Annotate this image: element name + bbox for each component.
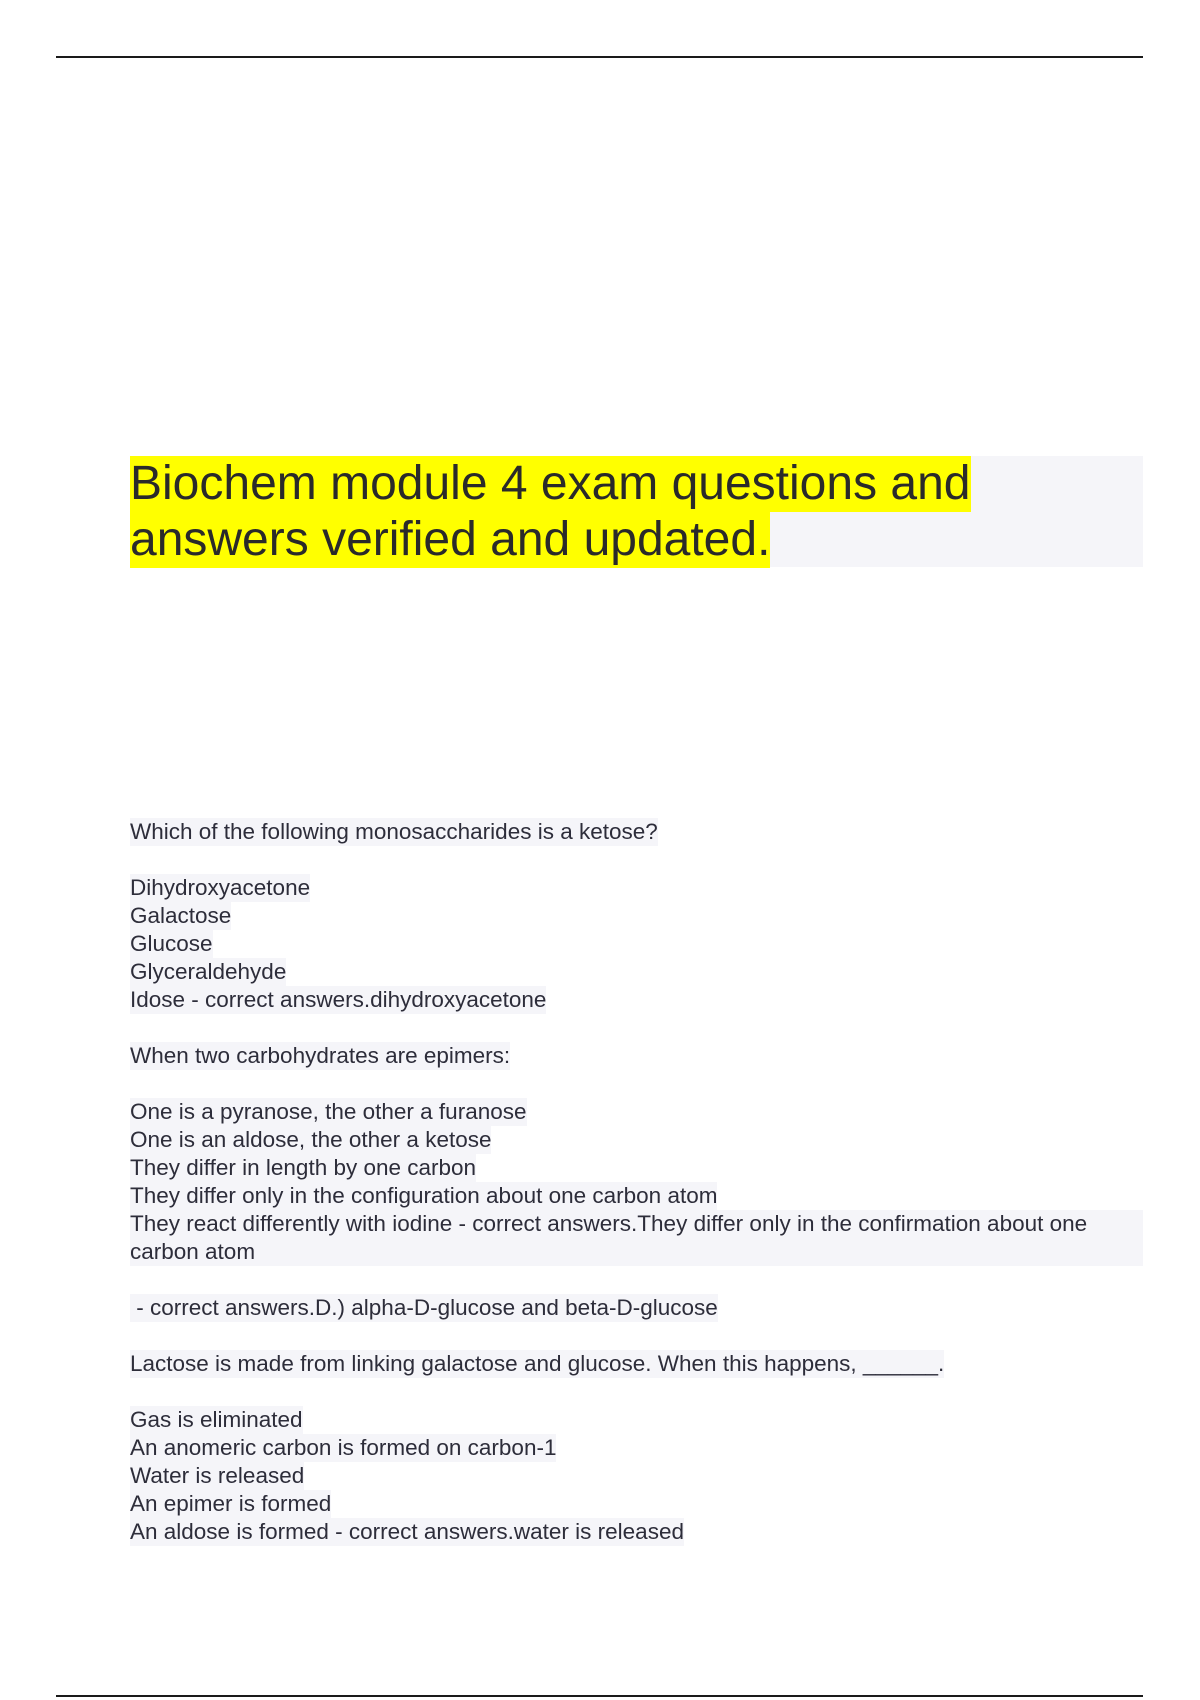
q2-option-3: They differ in length by one carbon (130, 1155, 477, 1180)
question-3-answer: - correct answers.D.) alpha-D-glucose and beta-D-glucose (130, 1295, 718, 1320)
title-line-1: Biochem module 4 exam questions and (130, 457, 971, 510)
q2-option-2: One is an aldose, the other a ketose (130, 1127, 492, 1152)
q2-option-1: One is a pyranose, the other a furanose (130, 1099, 527, 1124)
q2-option-5-answer: They react differently with iodine - correct answers.They differ only in the confirmation about one carbon atom (130, 1210, 1143, 1266)
q4-option-5-answer: An aldose is formed - correct answers.water is released (130, 1519, 684, 1544)
title-line-2: answers verified and updated. (130, 513, 771, 566)
document-title (130, 456, 1143, 567)
question-4: Lactose is made from linking galactose and glucose. When this happens, ______. (130, 1351, 945, 1376)
q1-option-2: Galactose (130, 903, 232, 928)
q4-option-2: An anomeric carbon is formed on carbon-1 (130, 1435, 557, 1460)
q4-option-4: An epimer is formed (130, 1491, 332, 1516)
bottom-rule (56, 1695, 1143, 1697)
q2-option-4: They differ only in the configuration about one carbon atom (130, 1183, 718, 1208)
question-1: Which of the following monosaccharides is a ketose? (130, 819, 658, 844)
q4-option-1: Gas is eliminated (130, 1407, 303, 1432)
q1-option-4: Glyceraldehyde (130, 959, 287, 984)
q4-option-3: Water is released (130, 1463, 305, 1488)
q1-option-5-answer: Idose - correct answers.dihydroxyacetone (130, 987, 547, 1012)
top-rule (56, 56, 1143, 58)
q1-option-3: Glucose (130, 931, 213, 956)
question-2: When two carbohydrates are epimers: (130, 1043, 511, 1068)
qa-content (130, 818, 1143, 1546)
q1-option-1: Dihydroxyacetone (130, 875, 311, 900)
